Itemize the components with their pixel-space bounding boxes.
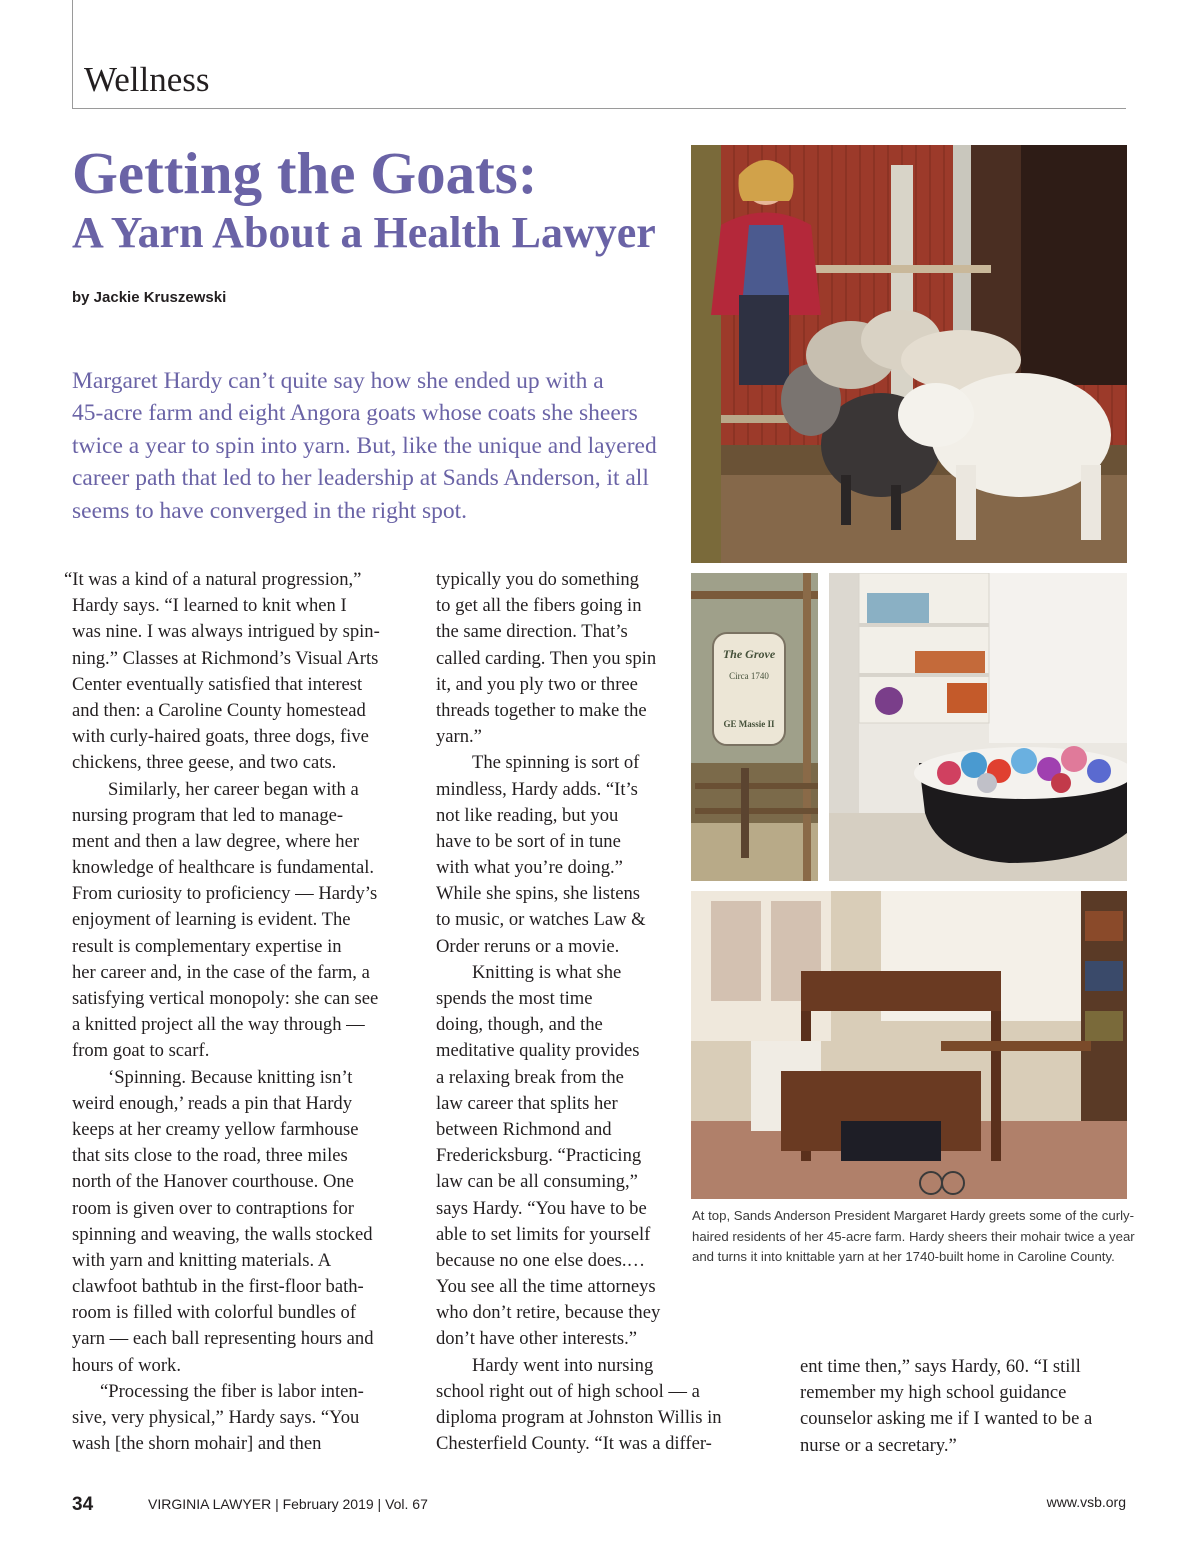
body-line: counselor asking me if I wanted to be a [800,1408,1093,1430]
photo-hardy-with-goats-image [691,145,1127,563]
body-line: called carding. Then you spin [436,647,657,669]
body-column-3 [800,1354,1130,1459]
body-line: school right out of high school — a [436,1380,700,1402]
body-line: with curly-haired goats, three dogs, five [72,726,369,748]
body-line: between Richmond and [436,1118,612,1140]
body-line: You see all the time attorneys [436,1276,656,1298]
body-line: yarn — each ball representing hours and [72,1328,374,1350]
sign-line-3: GE Massie II [723,719,775,729]
body-line: remember my high school guidance [800,1382,1067,1404]
body-line: typically you do something [436,569,639,590]
body-line: was nine. I was always intrigued by spin- [72,621,380,643]
article-title: Getting the Goats: [72,140,538,206]
body-line: able to set limits for yourself [436,1223,651,1245]
photo-hardy-with-goats [691,145,1127,563]
body-line: satisfying vertical monopoly: she can see [72,988,379,1009]
body-line: yarn.” [436,726,482,748]
body-line: Hardy went into nursing [472,1354,654,1376]
deck-line: twice a year to spin into yarn. But, like the unique and layered [72,432,657,459]
body-line: nurse or a secretary.” [800,1434,957,1456]
body-line: enjoyment of learning is evident. The [72,909,351,931]
body-line: a relaxing break from the [436,1066,624,1088]
article-subtitle: A Yarn About a Health Lawyer [72,208,656,257]
body-line: wash [the shorn mohair] and then [72,1433,322,1455]
body-line: from goat to scarf. [72,1040,210,1062]
sign-line-2: Circa 1740 [729,671,769,681]
body-line: diploma program at Johnston Willis in [436,1407,722,1428]
body-line: ‘Spinning. Because knitting isn’t [108,1066,353,1088]
body-line: who don’t retire, because they [436,1302,661,1324]
photo-caption [692,1206,1135,1268]
body-line: result is complementary expertise in [72,935,342,957]
body-line: ent time then,” says Hardy, 60. “I still [800,1356,1081,1377]
body-line: clawfoot bathtub in the first-floor bath- [72,1276,364,1298]
body-line: spends the most time [436,988,593,1009]
body-line: “It was a kind of a natural progression,” [64,569,362,590]
body-line: law career that splits her [436,1092,618,1114]
body-line: Knitting is what she [472,961,622,983]
body-line: to get all the fibers going in [436,595,642,617]
body-line: that sits close to the road, three miles [72,1145,348,1167]
body-line: knowledge of healthcare is fundamental. [72,857,375,879]
body-line: mindless, Hardy adds. “It’s [436,778,638,800]
body-line: to music, or watches Law & [436,909,646,931]
deck-line: seems to have converged in the right spot. [72,497,468,524]
section-label: Wellness [84,60,210,99]
article-deck [72,365,682,527]
body-line: chickens, three geese, and two cats. [72,752,337,774]
photo-yarn-bathtub [829,573,1127,881]
body-line: north of the Hanover courthouse. One [72,1171,354,1193]
photo-grove-sign [691,573,818,881]
deck-line: Margaret Hardy can’t quite say how she ended up with a [72,368,604,394]
body-line: with yarn and knitting materials. A [72,1249,332,1271]
body-line: her career and, in the case of the farm, a [72,961,370,983]
body-line: room is given over to contraptions for [72,1197,354,1219]
body-line: hours of work. [72,1354,181,1376]
body-line: From curiosity to proficiency — Hardy’s [72,883,378,905]
page-number: 34 [72,1494,94,1515]
body-line: spinning and weaving, the walls stocked [72,1223,373,1245]
body-line: meditative quality provides [436,1040,640,1062]
body-line: “Processing the fiber is labor inten- [100,1380,364,1402]
body-line: nursing program that led to manage- [72,804,344,826]
body-line: ning.” Classes at Richmond’s Visual Arts [72,647,379,669]
photo-loom-room-image [691,891,1127,1199]
caption-line: At top, Sands Anderson President Margaret Hardy greets some of the curly- [692,1208,1134,1223]
magazine-info: VIRGINIA LAWYER | February 2019 | Vol. 67 [148,1496,428,1512]
body-line: Fredericksburg. “Practicing [436,1145,642,1167]
body-line: Order reruns or a movie. [436,935,620,957]
body-line: don’t have other interests.” [436,1328,638,1350]
byline: by Jackie Kruszewski [72,289,227,306]
body-line: Similarly, her career began with a [108,778,359,800]
body-line: a knitted project all the way through — [72,1014,365,1036]
body-line: The spinning is sort of [472,752,640,774]
deck-line: career path that led to her leadership at Sands Anderson, it all [72,465,649,492]
deck-line: 45-acre farm and eight Angora goats whose coats she sheers [72,400,638,427]
section-rule-horizontal [72,108,1126,109]
body-line: sive, very physical,” Hardy says. “You [72,1407,360,1428]
body-line: Hardy says. “I learned to knit when I [72,595,347,617]
body-line: Center eventually satisfied that interest [72,673,363,695]
body-line: it, and you ply two or three [436,673,638,695]
caption-line: haired residents of her 45-acre farm. Hardy sheers their mohair twice a year [692,1228,1135,1244]
body-line: the same direction. That’s [436,621,628,643]
section-rule-vertical [72,0,73,108]
body-line: doing, though, and the [436,1014,603,1036]
body-column-1 [64,567,417,1457]
body-line: have to be sort of in tune [436,830,621,852]
website-url: www.vsb.org [1046,1494,1126,1510]
body-line: weird enough,’ reads a pin that Hardy [72,1092,353,1114]
body-line: not like reading, but you [436,804,619,826]
body-line: and then: a Caroline County homestead [72,699,366,721]
body-line: says Hardy. “You have to be [436,1197,647,1219]
body-line: Chesterfield County. “It was a differ- [436,1433,712,1455]
body-line: because no one else does.… [436,1249,646,1271]
body-line: keeps at her creamy yellow farmhouse [72,1118,359,1140]
sign-line-1: The Grove [722,647,776,661]
caption-line: and turns it into knittable yarn at her 1740-built home in Caroline County. [692,1249,1115,1264]
body-line: with what you’re doing.” [436,857,623,879]
body-line: ment and then a law degree, where her [72,830,360,852]
body-line: law can be all consuming,” [436,1171,638,1193]
body-line: threads together to make the [436,699,647,721]
photo-yarn-bathtub-image [829,573,1127,881]
photo-loom-room [691,891,1127,1199]
body-line: While she spins, she listens [436,883,640,905]
body-line: room is filled with colorful bundles of [72,1302,357,1324]
